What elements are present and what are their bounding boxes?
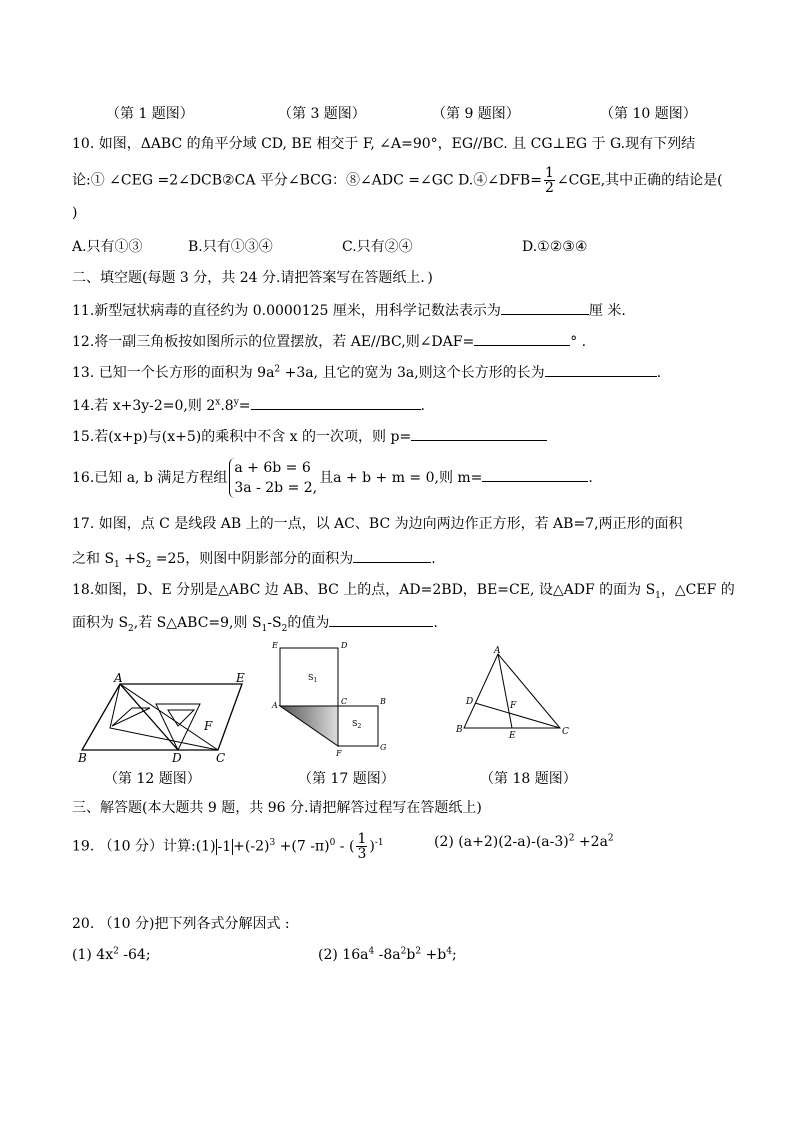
q20-part1: (1) $4x^2$ -64;	[72, 946, 151, 963]
q11: 11.新型冠状病毒的直径约为 0.0000125 厘米，用科学记数法表示为 厘 米.	[72, 300, 626, 321]
label-D: D	[466, 697, 474, 707]
label-D: D	[341, 641, 348, 650]
svg-text:S1: $S_1$	[308, 673, 318, 684]
label-F: F	[204, 719, 213, 733]
answer-blank-17	[353, 548, 431, 563]
q15: 15.若(x+p)与(x+5)的乘积中不含 x 的一次项，则 p=	[72, 426, 547, 447]
q16: 16.已知 a, b 满足方程组 a + 6b = 6 3a - 2b = 2, 且a + b + m = 0,则 m= .	[72, 460, 593, 496]
caption-fig3: （第 3 题图）	[278, 106, 366, 122]
option-c: C.只有②④	[342, 239, 413, 255]
q20-title: 20. （10 分)把下列各式分解因式 :	[72, 916, 290, 932]
label-E: E	[236, 671, 245, 685]
figure-17	[268, 638, 398, 760]
answer-blank-11	[501, 300, 589, 315]
label-A: A	[494, 646, 501, 656]
answer-blank-13	[545, 362, 657, 377]
q10-line1: 10. 如图，ΔABC 的角平分域 CD, BE 相交于 F, ∠A=90°，EG//BC. 且 CG⊥EG 于 G.现有下列结	[72, 136, 696, 152]
fraction-half: $\frac{1}{2}$	[544, 165, 554, 196]
q10-options	[72, 237, 588, 257]
q18-line1: 18.如图，D、E 分别是△ABC 边 AB、BC 上的点，AD=2BD，BE=CE, 设△ADF 的面为 $S_1$，△CEF 的	[72, 582, 735, 601]
caption-fig1: （第 1 题图）	[106, 106, 194, 122]
label-A: A	[272, 701, 278, 710]
caption-fig10: （第 10 题图）	[600, 106, 697, 122]
option-b: B.只有①③④	[188, 239, 273, 255]
label-S2: S	[352, 719, 358, 728]
q17-line2: 之和 $S_1 +S_2 =25$，则图中阴影部分的面积为 .	[72, 548, 436, 569]
label-D: D	[172, 751, 182, 764]
svg-text:S2: $S_2$	[352, 719, 362, 730]
answer-blank-15	[411, 426, 547, 441]
label-B: B	[78, 751, 87, 764]
q17-line1: 17. 如图，点 C 是线段 AB 上的一点，以 AC、BC 为边向两边作正方形，若 AB=7,两正形的面积	[72, 516, 683, 532]
q12: 12.将一副三角板按如图所示的位置摆放，若 AE//BC,则∠DAF= ° .	[72, 331, 586, 352]
caption-fig18: （第 18 题图）	[480, 771, 577, 787]
answer-blank-16	[482, 467, 588, 482]
caption-fig12: （第 12 题图）	[104, 771, 201, 787]
figure-12	[70, 664, 270, 764]
label-E: E	[509, 731, 516, 741]
label-B: B	[456, 725, 463, 735]
label-G: G	[380, 743, 387, 752]
answer-blank-18	[329, 612, 433, 627]
figure-18	[452, 644, 582, 742]
q14: 14.若 x+3y-2=0,则 $2^x.8^y=$ .	[72, 395, 425, 416]
q19: 19. （10 分）计算:(1) $-1 +(-2)^3 +(7$ -π)$^0$ - ( $\frac{1}{3}$ )$^{-1}$ (2) $(a+2)(2-a)-(a-3)^2 +2a^2$	[72, 831, 614, 862]
answer-blank-12	[474, 331, 570, 346]
caption-fig17: （第 17 题图）	[298, 771, 395, 787]
label-F: F	[510, 701, 517, 711]
label-A: A	[114, 671, 123, 685]
option-a: A.只有①③	[72, 239, 143, 255]
q20-parts	[72, 945, 457, 965]
label-C: C	[562, 727, 569, 737]
q18-line2: 面积为 $S_2$,若 S△ABC=9,则 $S_1-S_2$的值为 .	[72, 612, 438, 633]
answer-blank-14	[251, 395, 421, 410]
section-3-heading: 三、解答题(本大题共 9 题，共 96 分.请把解答过程写在答题纸上)	[72, 800, 482, 816]
q20-part2: (2) $16a^4$ $-8a^2b^2 +b^4$;	[318, 946, 457, 963]
q10-line3: )	[72, 205, 78, 221]
equation-system: a + 6b = 6 3a - 2b = 2,	[229, 458, 317, 498]
section-2-heading: 二、填空题(每题 3 分，共 24 分.请把答案写在答题纸上．)	[72, 270, 433, 286]
label-F: F	[336, 749, 342, 758]
q10-line2: 论:① ∠CEG =2∠DCB②CA 平分∠BCG：⑧∠ADC =∠GC D.④∠DFB= $\frac{1}{2}$ ∠CGE,其中正确的结论是(	[72, 165, 723, 196]
q13: 13. 已知一个长方形的面积为 $9a^2 +3a$, 且它的宽为 3a,则这个长方形的长为 .	[72, 362, 661, 383]
option-d: D.①②③④	[522, 239, 588, 255]
label-C: C	[341, 697, 348, 706]
label-C: C	[216, 751, 226, 764]
caption-fig9: （第 9 题图）	[432, 106, 520, 122]
label-S1: S	[308, 673, 314, 682]
label-B: B	[380, 697, 386, 706]
label-E: E	[272, 641, 278, 650]
